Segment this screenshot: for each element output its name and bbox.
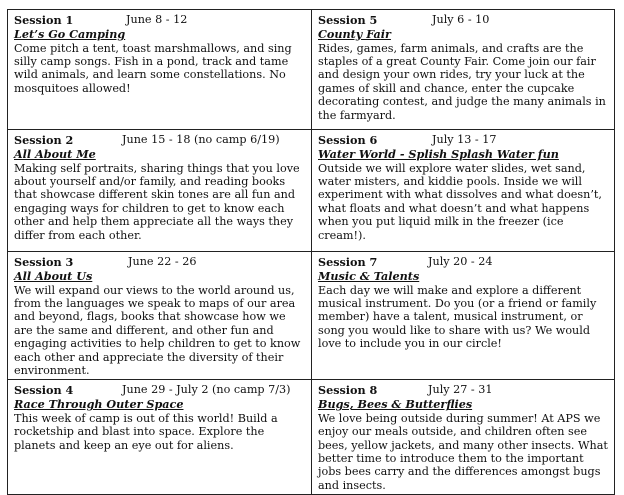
- session-title: Race Through Outer Space: [14, 397, 184, 412]
- session-label: Session 3: [14, 255, 74, 269]
- session-dates: July 13 - 17: [432, 133, 497, 146]
- session-dates: June 29 - July 2 (no camp 7/3): [122, 383, 291, 397]
- session-header: [14, 255, 305, 270]
- session-dates: July 20 - 24: [428, 255, 493, 268]
- session-label: Session 7: [318, 255, 378, 269]
- session-label: Session 6: [318, 133, 378, 147]
- session-description: We will expand our views to the world around us, from the languages we speak to maps of our area and beyond, flags, books that showcase how we are the same and different, and other fun and engaging activities to help children to get to know each other and appreciate the diversity of their environment.: [14, 283, 301, 377]
- session-header: [14, 133, 305, 148]
- session-description: Outside we will explore water slides, wet sand, water misters, and kiddie pools. Inside we will experiment with what dissolves and what doesn’t, what floats and what doesn’t and what happens when you put liquid milk in the freezer (ice cream!).: [318, 161, 602, 242]
- session-title: County Fair: [318, 27, 391, 41]
- session-description: This week of camp is out of this world! Build a rocketship and blast into space. Explore the planets and keep an eye out for aliens.: [14, 411, 278, 452]
- session-header: [14, 383, 305, 398]
- session-label: Session 4: [14, 383, 74, 398]
- session-description: Making self portraits, sharing things that you love about yourself and/or family, and reading books that showcase different skin tones are all fun and engaging ways for children to get to know each other and help them appreciate all the ways they differ from each other.: [14, 161, 300, 242]
- schedule-row: [8, 130, 615, 252]
- session-header: [318, 133, 608, 148]
- schedule-row: [8, 10, 615, 130]
- session-dates: July 27 - 31: [428, 383, 493, 397]
- session-label: Session 8: [318, 383, 378, 398]
- schedule-row: [8, 380, 615, 495]
- session-title: Bugs, Bees & Butterflies: [318, 397, 473, 412]
- schedule-row: [8, 252, 615, 380]
- session-cell: [8, 10, 312, 130]
- session-cell: [312, 10, 615, 130]
- session-title: Music & Talents: [318, 269, 420, 283]
- session-description: We love being outside during summer! At APS we enjoy our meals outside, and children often see bees, yellow jackets, and many other insects. What better time to introduce them to the important jobs bees carry and the differences amongst bugs and insects.: [318, 411, 608, 492]
- session-title: All About Me: [14, 147, 96, 161]
- session-cell: [312, 380, 615, 495]
- session-header: [318, 255, 608, 270]
- session-dates: June 15 - 18 (no camp 6/19): [122, 133, 280, 146]
- session-description: Come pitch a tent, toast marshmallows, and sing silly camp songs. Fish in a pond, track and tame wild animals, and learn some constellations. No mosquitoes allowed!: [14, 41, 292, 95]
- session-cell: [8, 380, 312, 495]
- session-dates: June 8 - 12: [126, 13, 188, 26]
- session-title: All About Us: [14, 269, 93, 283]
- session-description: Each day we will make and explore a different musical instrument. Do you (or a friend or family member) have a talent, musical instrument, or song you would like to share with us? We would love to include you in our circle!: [318, 283, 597, 351]
- session-dates: June 22 - 26: [128, 255, 197, 268]
- session-label: Session 5: [318, 13, 378, 27]
- session-label: Session 2: [14, 133, 74, 147]
- session-title: Water World - Splish Splash Water fun: [318, 147, 559, 161]
- camp-schedule-table: [7, 9, 615, 495]
- session-label: Session 1: [14, 13, 74, 27]
- session-header: [318, 383, 608, 398]
- session-cell: [8, 130, 312, 252]
- session-header: [318, 13, 608, 28]
- session-title: Let’s Go Camping: [14, 27, 126, 41]
- session-cell: [312, 130, 615, 252]
- session-header: [14, 13, 305, 28]
- session-cell: [8, 252, 312, 380]
- session-cell: [312, 252, 615, 380]
- session-description: Rides, games, farm animals, and crafts are the staples of a great County Fair. Come join our fair and design your own rides, try your luck at the games of skill and chance, enter the cupcake decorating contest, and judge the many animals in the farmyard.: [318, 41, 606, 122]
- session-dates: July 6 - 10: [432, 13, 490, 26]
